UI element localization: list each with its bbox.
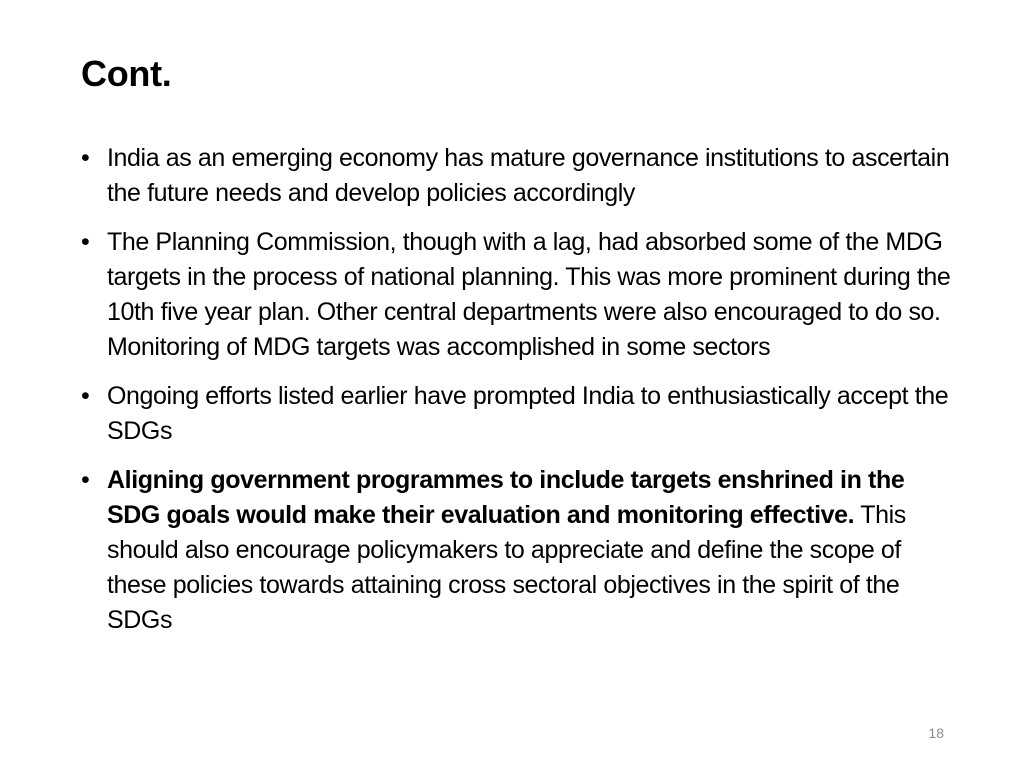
bullet-text: The Planning Commission, though with a lag, had absorbed some of the MDG targets in the process of national planning. This was more prominent during the 10th five year plan. Other central departments were also encouraged to do so. Monitoring of MDG targets was accomplished in some sectors: [107, 228, 951, 361]
bullet-list: [81, 141, 961, 638]
page-number: 18: [928, 725, 944, 741]
bullet-point-icon: •: [81, 144, 90, 172]
bullet-item-governance-institutions: [81, 141, 961, 211]
bullet-item-ongoing-efforts: [81, 379, 961, 449]
slide-title: Cont.: [81, 53, 172, 94]
bullet-point-icon: •: [81, 382, 90, 410]
bullet-point-icon: •: [81, 228, 90, 256]
bullet-item-planning-commission: [81, 225, 961, 365]
bullet-item-aligning-programmes: [81, 463, 961, 638]
bullet-text: India as an emerging economy has mature governance institutions to ascertain the future needs and develop policies accordingly: [107, 144, 950, 207]
bullet-text: Ongoing efforts listed earlier have prompted India to enthusiastically accept the SDGs: [107, 382, 949, 445]
bullet-bold-text: Aligning government programmes to include targets enshrined in the SDG goals would make their evaluation and monitoring effective.: [107, 466, 905, 529]
bullet-point-icon: •: [81, 466, 90, 494]
bullet-text: This should also encourage policymakers to appreciate and define the scope of these policies towards attaining cross sectoral objectives in the spirit of the SDGs: [107, 501, 906, 634]
